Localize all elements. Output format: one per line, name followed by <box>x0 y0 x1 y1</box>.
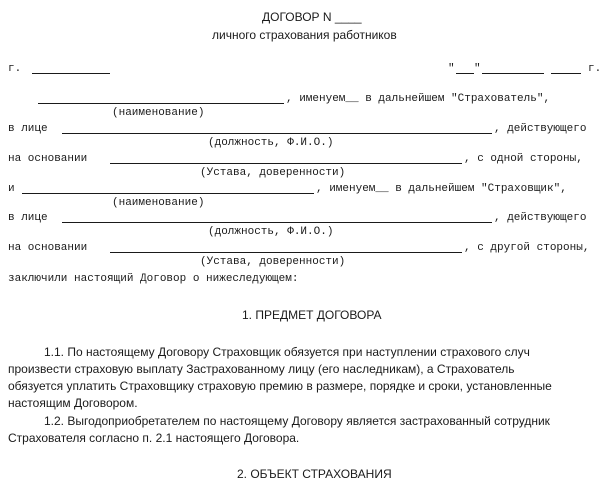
city-blank <box>32 73 110 74</box>
caption-ustava-2: (Устава, доверенности) <box>200 256 346 268</box>
section1-p1-line4: настоящим Договором. <box>8 396 138 410</box>
city-prefix: г. <box>8 63 22 75</box>
na-osnovanii-2: на основании <box>8 242 88 254</box>
deystvuyushchego-1: , действующего <box>494 123 587 135</box>
date-year-blank <box>551 73 581 74</box>
and-prefix: и <box>8 183 15 195</box>
section1-heading: 1. ПРЕДМЕТ ДОГОВОРА <box>242 308 382 322</box>
deystvuyushchego-2: , действующего <box>494 212 587 224</box>
section1-p1-line1: 1.1. По настоящему Договору Страховщик обязуется при наступлении страхового случ <box>44 345 530 359</box>
in-lice-2: в лице <box>8 212 48 224</box>
date-quote-close: " <box>474 63 481 75</box>
caption-ustava-1: (Устава, доверенности) <box>200 167 346 179</box>
caption-dolzhnost-2: (должность, Ф.И.О.) <box>208 226 334 238</box>
in-lice-1: в лице <box>8 123 48 135</box>
section1-p1-line2: произвести страховую выплату Застрахованному лицу (его наследникам), а Страхователь <box>8 362 515 376</box>
insurer-name-blank <box>22 193 314 194</box>
date-day-blank <box>456 73 474 74</box>
insurer-designation: , именуем__ в дальнейшем "Страховщик", <box>316 183 567 195</box>
section2-heading: 2. ОБЪЕКТ СТРАХОВАНИЯ <box>237 467 392 481</box>
policyholder-designation: , именуем__ в дальнейшем "Страхователь", <box>286 93 551 105</box>
s-odnoy-storony: , с одной стороны, <box>464 153 583 165</box>
date-quote-open: " <box>448 63 455 75</box>
policyholder-representative-blank <box>62 133 492 134</box>
caption-naimenovanie-1: (наименование) <box>112 107 205 119</box>
zaklyuchili-text: заключили настоящий Договор о нижеследующем: <box>8 273 299 285</box>
caption-naimenovanie-2: (наименование) <box>112 197 205 209</box>
section1-p2-line2: Страхователя согласно п. 2.1 настоящего Договора. <box>8 431 300 445</box>
policyholder-name-blank <box>38 103 284 104</box>
caption-dolzhnost-1: (должность, Ф.И.О.) <box>208 137 334 149</box>
date-month-blank <box>482 73 544 74</box>
insurer-basis-blank <box>110 252 462 253</box>
insurer-representative-blank <box>62 222 492 223</box>
s-drugoy-storony: , с другой стороны, <box>464 242 590 254</box>
section1-p2-line1: 1.2. Выгодоприобретателем по настоящему Договору является застрахованный сотрудник <box>44 414 550 428</box>
document-subtitle: личного страхования работников <box>212 28 397 42</box>
document-title: ДОГОВОР N ____ <box>262 10 362 24</box>
section1-p1-line3: обязуется уплатить Страховщику страховую премию в размере, порядке и сроки, установленные <box>8 379 552 393</box>
year-suffix: г. <box>588 63 602 75</box>
policyholder-basis-blank <box>110 163 462 164</box>
na-osnovanii-1: на основании <box>8 153 88 165</box>
